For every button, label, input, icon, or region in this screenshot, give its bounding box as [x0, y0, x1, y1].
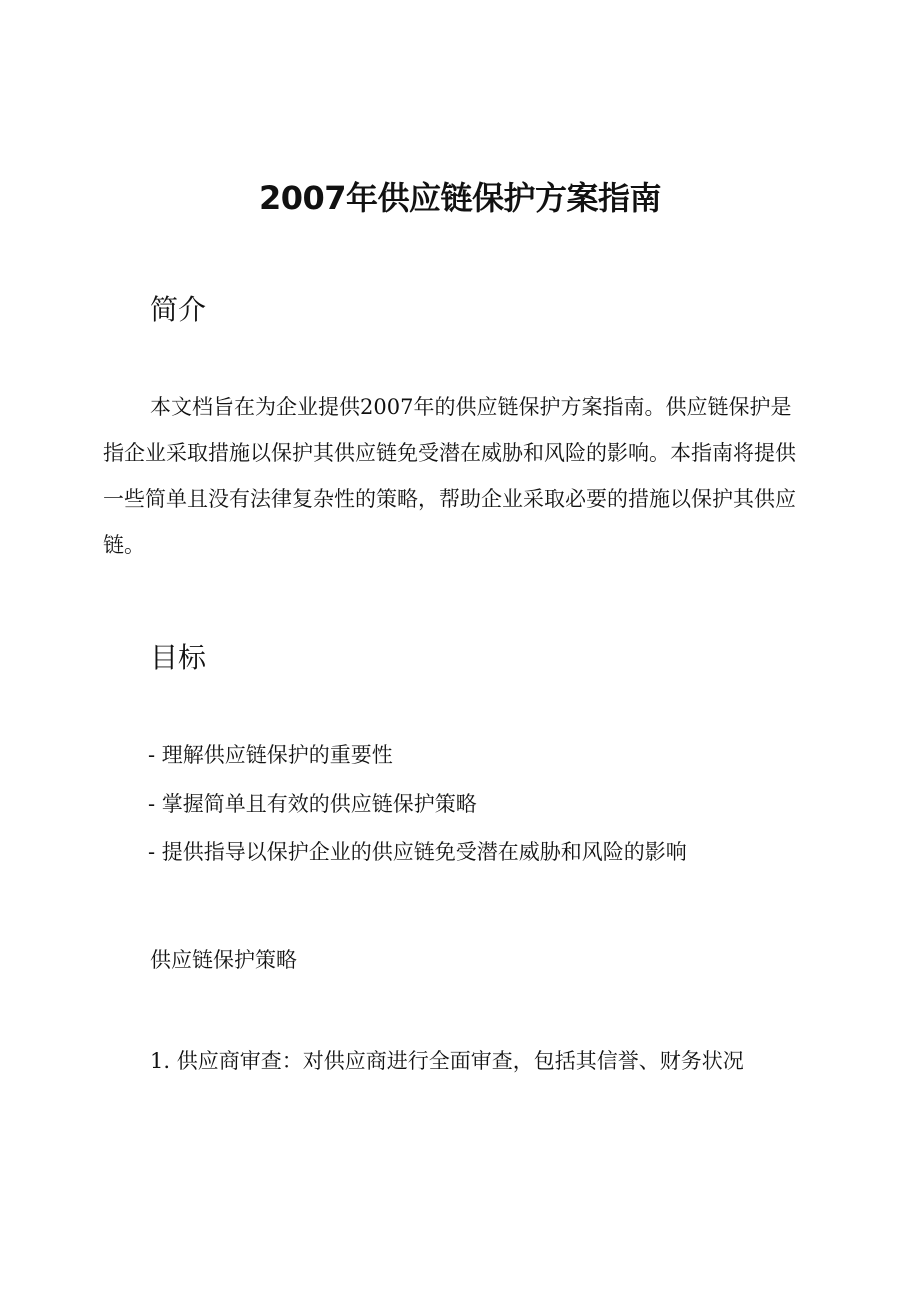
goals-heading: 目标	[150, 641, 207, 674]
intro-paragraph: 本文档旨在为企业提供2007年的供应链保护方案指南。供应链保护是指企业采取措施以保护其供应链免受潜在威胁和风险的影响。本指南将提供一些简单且没有法律复杂性的策略，帮助企业采取必要的措施以保护其供应链。	[103, 395, 796, 557]
goal-item: - 掌握简单且有效的供应链保护策略	[148, 791, 477, 816]
strategies-heading: 供应链保护策略	[150, 948, 297, 972]
strategy-item: 1. 供应商审查：对供应商进行全面审查，包括其信誉、财务状况	[150, 1049, 744, 1073]
goal-item: - 提供指导以保护企业的供应链免受潜在威胁和风险的影响	[148, 840, 687, 864]
goal-item: - 理解供应链保护的重要性	[148, 743, 393, 767]
goals-list	[148, 731, 687, 877]
document-title: 2007年供应链保护方案指南	[258, 179, 662, 217]
intro-heading: 简介	[150, 293, 207, 326]
